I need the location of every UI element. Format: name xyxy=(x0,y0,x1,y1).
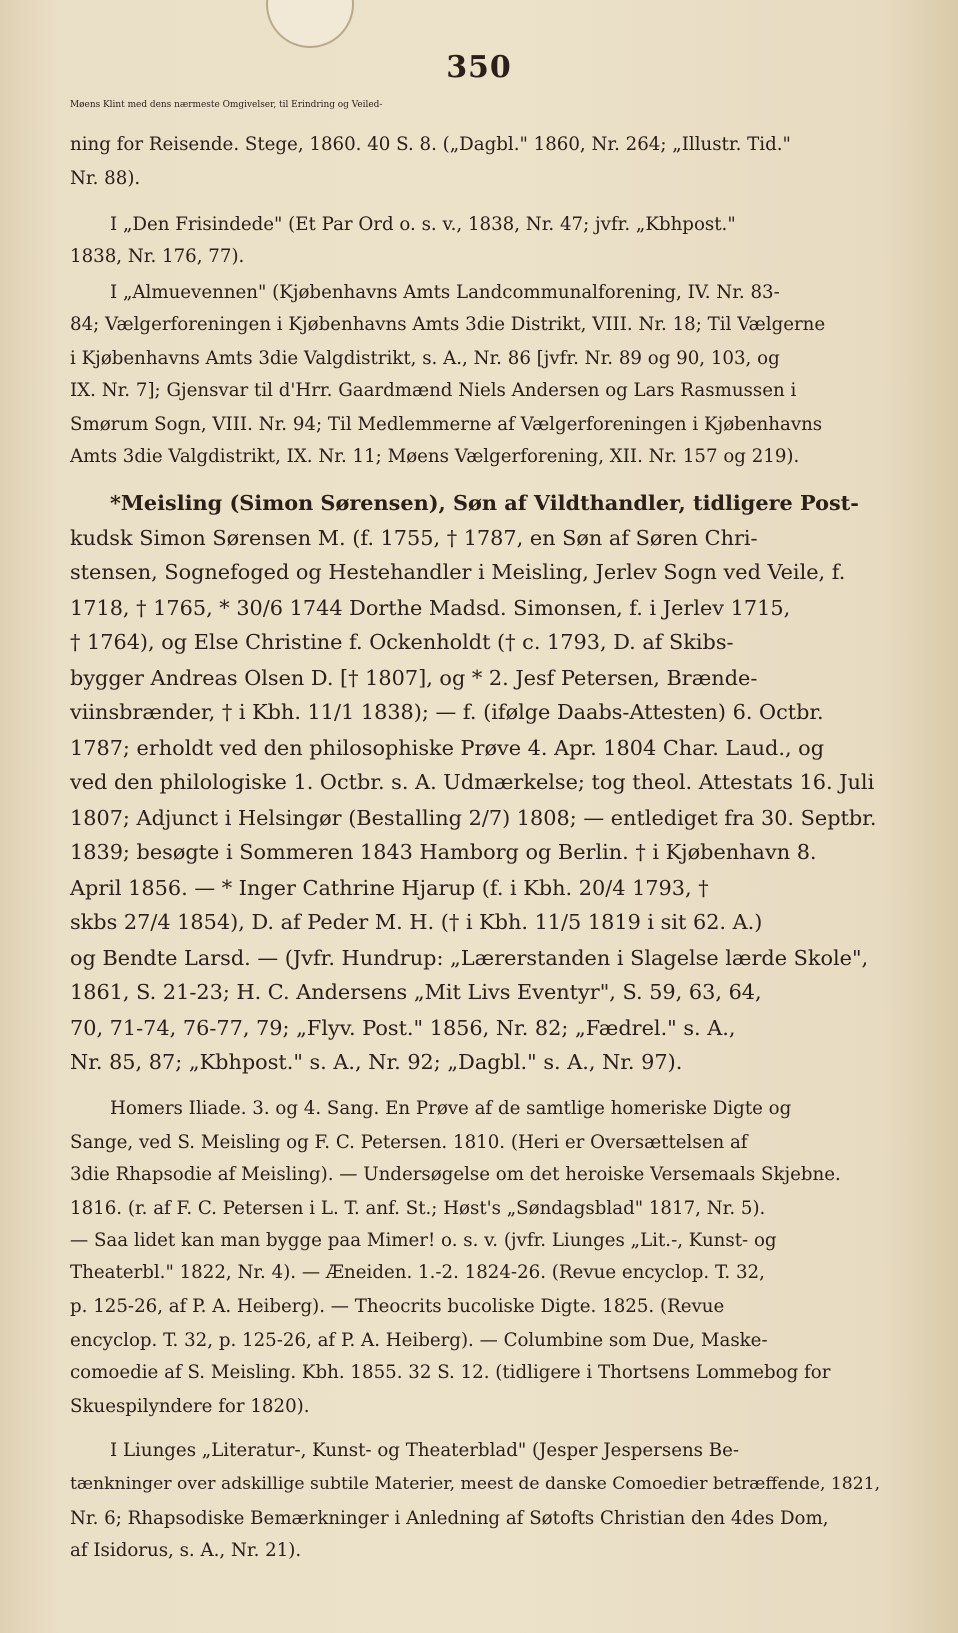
text-line: Sange, ved S. Meisling og F. C. Petersen. 1810. (Heri er Oversættelsen af xyxy=(70,1132,748,1153)
text-line: I „Den Frisindede" (Et Par Ord o. s. v., 1838, Nr. 47; jvfr. „Kbhpost." xyxy=(110,214,736,235)
text-line: † 1764), og Else Christine f. Ockenholdt († c. 1793, D. af Skibs- xyxy=(70,630,734,654)
text-line: stensen, Sognefoged og Hestehandler i Meisling, Jerlev Sogn ved Veile, f. xyxy=(70,560,846,584)
text-line: ning for Reisende. Stege, 1860. 40 S. 8. („Dagbl." 1860, Nr. 264; „Illustr. Tid." xyxy=(70,134,791,155)
text-line: Amts 3die Valgdistrikt, IX. Nr. 11; Møens Vælgerforening, XII. Nr. 157 og 219). xyxy=(70,446,800,467)
text-line: Nr. 88). xyxy=(70,168,141,189)
text-line: 3die Rhapsodie af Meisling). — Undersøgelse om det heroiske Versemaals Skjebne. xyxy=(70,1164,841,1185)
text-line: 1718, † 1765, * 30/6 1744 Dorthe Madsd. Simonsen, f. i Jerlev 1715, xyxy=(70,596,791,620)
text-line: 1807; Adjunct i Helsingør (Bestalling 2/7) 1808; — entlediget fra 30. Septbr. xyxy=(70,806,877,830)
text-line: viinsbrænder, † i Kbh. 11/1 1838); — f. (ifølge Daabs-Attesten) 6. Octbr. xyxy=(70,700,824,724)
text-line: I Liunges „Literatur-, Kunst- og Theaterblad" (Jesper Jespersens Be- xyxy=(110,1440,740,1461)
text-line: 1839; besøgte i Sommeren 1843 Hamborg og Berlin. † i Kjøbenhavn 8. xyxy=(70,840,817,864)
text-line: 84; Vælgerforeningen i Kjøbenhavns Amts 3die Distrikt, VIII. Nr. 18; Til Vælgerne xyxy=(70,314,826,335)
text-line: i Kjøbenhavns Amts 3die Valgdistrikt, s. A., Nr. 86 [jvfr. Nr. 89 og 90, 103, og xyxy=(70,348,780,369)
text-line: og Bendte Larsd. — (Jvfr. Hundrup: „Lærerstanden i Slagelse lærde Skole", xyxy=(70,946,869,970)
text-line: IX. Nr. 7]; Gjensvar til d'Hrr. Gaardmænd Niels Andersen og Lars Rasmussen i xyxy=(70,380,797,401)
text-line: comoedie af S. Meisling. Kbh. 1855. 32 S. 12. (tidligere i Thortsens Lommebog for xyxy=(70,1362,831,1383)
text-line: April 1856. — * Inger Cathrine Hjarup (f. i Kbh. 20/4 1793, † xyxy=(70,876,709,900)
text-line: bygger Andreas Olsen D. [† 1807], og * 2. Jesf Petersen, Brænde- xyxy=(70,666,758,690)
text-line: 1816. (r. af F. C. Petersen i L. T. anf. St.; Høst's „Søndagsblad" 1817, Nr. 5). xyxy=(70,1198,766,1219)
page-number: 350 xyxy=(446,50,512,85)
text-line: Homers Iliade. 3. og 4. Sang. En Prøve af de samtlige homeriske Digte og xyxy=(110,1098,792,1119)
text-line: 1838, Nr. 176, 77). xyxy=(70,246,245,267)
text-line: Skuespilyndere for 1820). xyxy=(70,1396,310,1417)
text-line: 70, 71-74, 76-77, 79; „Flyv. Post." 1856, Nr. 82; „Fædrel." s. A., xyxy=(70,1016,736,1040)
text-line: encyclop. T. 32, p. 125-26, af P. A. Heiberg). — Columbine som Due, Maske- xyxy=(70,1330,768,1351)
text-line: 1787; erholdt ved den philosophiske Prøve 4. Apr. 1804 Char. Laud., og xyxy=(70,736,825,760)
text-line: Nr. 6; Rhapsodiske Bemærkninger i Anledning af Søtofts Christian den 4des Dom, xyxy=(70,1508,829,1529)
punch-hole xyxy=(266,0,354,48)
text-line: I „Almuevennen" (Kjøbenhavns Amts Landcommunalforening, IV. Nr. 83- xyxy=(110,282,780,303)
text-line: 1861, S. 21-23; H. C. Andersens „Mit Livs Eventyr", S. 59, 63, 64, xyxy=(70,980,762,1004)
text-line: — Saa lidet kan man bygge paa Mimer! o. s. v. (jvfr. Liunges „Lit.-, Kunst- og xyxy=(70,1230,777,1251)
text-line: skbs 27/4 1854), D. af Peder M. H. († i Kbh. 11/5 1819 i sit 62. A.) xyxy=(70,910,763,934)
text-line: Smørum Sogn, VIII. Nr. 94; Til Medlemmerne af Vælgerforeningen i Kjøbenhavns xyxy=(70,414,823,435)
text-line: ved den philologiske 1. Octbr. s. A. Udmærkelse; tog theol. Attestats 16. Juli xyxy=(70,770,875,794)
text-line: *Meisling (Simon Sørensen), Søn af Vildthandler, tidligere Post- xyxy=(110,490,859,515)
text-line: Møens Klint med dens nærmeste Omgivelser, til Erindring og Veiled- xyxy=(70,100,383,110)
text-line: Theaterbl." 1822, Nr. 4). — Æneiden. 1.-2. 1824-26. (Revue encyclop. T. 32, xyxy=(70,1262,765,1283)
text-line: af Isidorus, s. A., Nr. 21). xyxy=(70,1540,302,1561)
text-line: kudsk Simon Sørensen M. (f. 1755, † 1787, en Søn af Søren Chri- xyxy=(70,526,758,550)
text-line: Nr. 85, 87; „Kbhpost." s. A., Nr. 92; „Dagbl." s. A., Nr. 97). xyxy=(70,1050,683,1074)
text-line: tænkninger over adskillige subtile Materier, meest de danske Comoedier betræffende, 1821, xyxy=(70,1474,881,1494)
text-line: p. 125-26, af P. A. Heiberg). — Theocrits bucoliske Digte. 1825. (Revue xyxy=(70,1296,725,1317)
